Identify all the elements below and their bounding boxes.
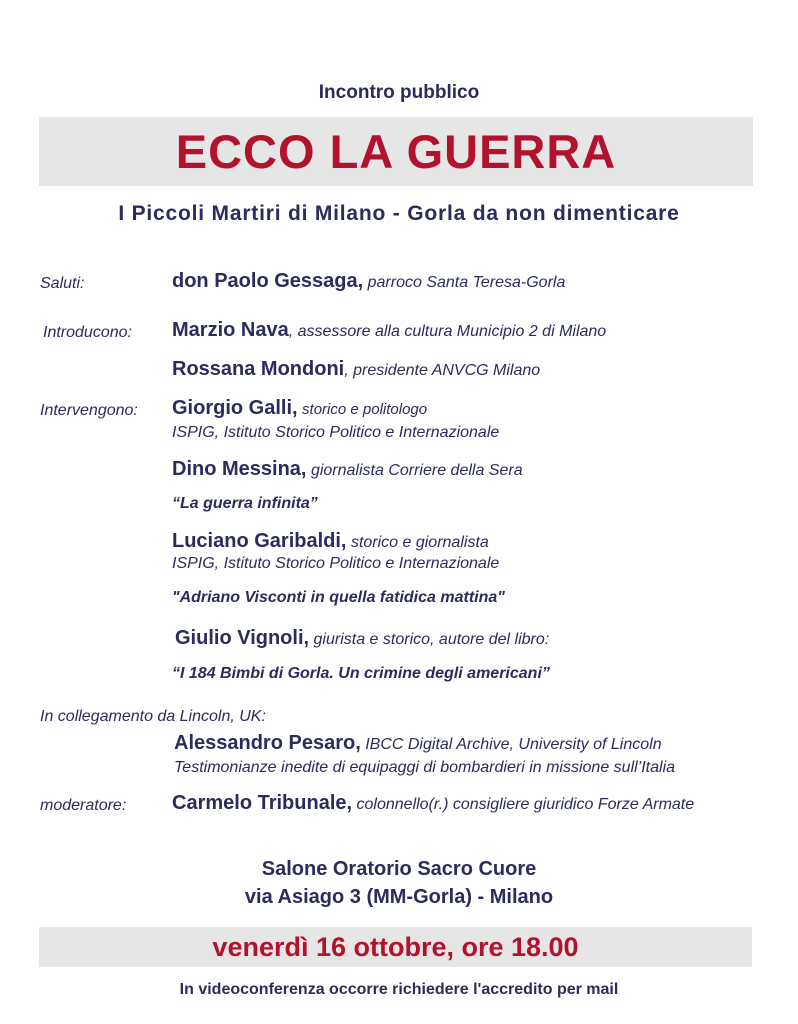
event-date: venerdì 16 ottobre, ore 18.00 xyxy=(212,931,579,962)
accreditation-note: In videoconferenza occorre richiedere l'accredito per mail xyxy=(179,981,619,998)
venue-address: via Asiago 3 (MM-Gorla) - Milano xyxy=(244,886,554,908)
vignoli-book-title: “I 184 Bimbi di Gorla. Un crimine degli americani” xyxy=(172,665,550,682)
event-title: ECCO LA GUERRA xyxy=(175,125,617,178)
speaker-name: don Paolo Gessaga, xyxy=(172,270,364,292)
garibaldi-talk-title: "Adriano Visconti in quella fatidica mattina" xyxy=(172,589,505,606)
venue-name: Salone Oratorio Sacro Cuore xyxy=(261,858,537,880)
mondoni-entry xyxy=(172,358,540,381)
speaker-role: IBCC Digital Archive, University of Lincoln xyxy=(365,736,662,753)
garibaldi-affiliation: ISPIG, Istituto Storico Politico e Internazionale xyxy=(172,555,500,572)
event-kicker: Incontro pubblico xyxy=(318,82,480,103)
speaker-name: Rossana Mondoni xyxy=(172,358,345,380)
galli-affiliation: ISPIG, Istituto Storico Politico e Internazionale xyxy=(172,424,500,441)
speaker-name: Luciano Garibaldi, xyxy=(172,530,347,552)
speaker-role: , presidente ANVCG Milano xyxy=(344,362,541,379)
messina-entry xyxy=(172,458,523,481)
introducono-label: Introducono: xyxy=(43,324,132,341)
garibaldi-entry xyxy=(172,530,489,553)
speaker-role: giornalista Corriere della Sera xyxy=(310,462,523,479)
speaker-role: storico e giornalista xyxy=(350,534,489,551)
speaker-role: giurista e storico, autore del libro: xyxy=(313,631,550,648)
speaker-name: Giorgio Galli, xyxy=(172,397,298,419)
speaker-name: Dino Messina, xyxy=(172,458,307,480)
title-band xyxy=(39,117,753,186)
saluti-label: Saluti: xyxy=(40,275,85,292)
speaker-role: colonnello(r.) consigliere giuridico Forze Armate xyxy=(356,796,695,813)
speaker-name: Alessandro Pesaro, xyxy=(174,732,361,754)
moderatore-label: moderatore: xyxy=(40,797,127,814)
speaker-role: , assessore alla cultura Municipio 2 di Milano xyxy=(288,323,607,340)
speaker-name: Giulio Vignoli, xyxy=(175,627,310,649)
nava-entry xyxy=(172,319,606,342)
galli-entry xyxy=(172,397,427,420)
date-band xyxy=(39,927,752,967)
vignoli-entry xyxy=(175,627,549,650)
collegamento-label: In collegamento da Lincoln, UK: xyxy=(40,708,266,725)
speaker-name: Carmelo Tribunale, xyxy=(172,792,353,814)
event-subtitle: I Piccoli Martiri di Milano - Gorla da non dimenticare xyxy=(118,202,680,225)
speaker-role: storico e politologo xyxy=(302,401,428,418)
speaker-name: Marzio Nava xyxy=(172,319,289,341)
pesaro-entry xyxy=(174,732,662,755)
intervengono-label: Intervengono: xyxy=(40,402,138,419)
tribunale-entry xyxy=(172,792,694,815)
speaker-role: parroco Santa Teresa-Gorla xyxy=(367,274,566,291)
pesaro-topic: Testimonianze inedite di equipaggi di bombardieri in missione sull’Italia xyxy=(174,759,676,776)
saluti-entry xyxy=(172,270,565,293)
messina-talk-title: “La guerra infinita” xyxy=(172,495,318,512)
